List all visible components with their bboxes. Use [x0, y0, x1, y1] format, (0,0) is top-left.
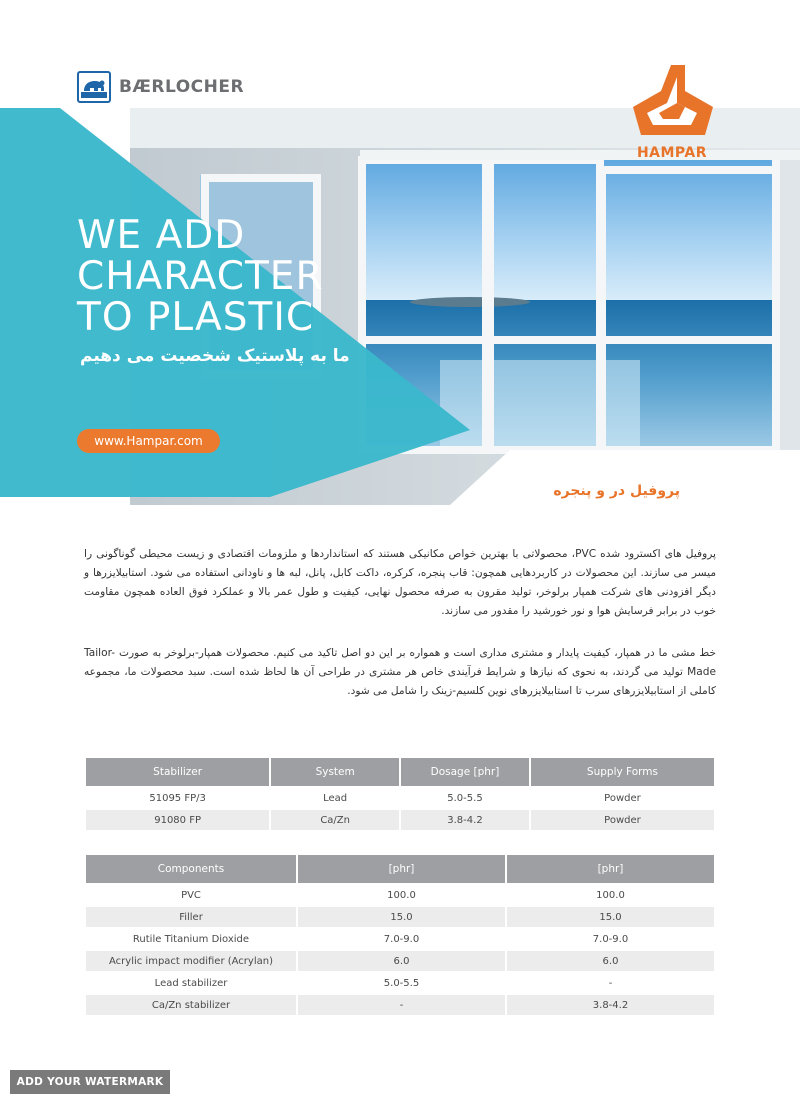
table-cell: 5.0-5.5 — [298, 973, 505, 993]
table-cell: PVC — [86, 885, 296, 905]
table-cell: Filler — [86, 907, 296, 927]
table-cell: Rutile Titanium Dioxide — [86, 929, 296, 949]
table-cell: 6.0 — [507, 951, 714, 971]
column-header: [phr] — [298, 855, 505, 883]
formulation-table — [84, 853, 716, 1017]
table-row — [86, 951, 714, 971]
section-title: پروفیل در و پنجره — [553, 483, 680, 499]
table-cell: 51095 FP/3 — [86, 788, 269, 808]
table-cell: - — [298, 995, 505, 1015]
stabilizer-table — [84, 756, 716, 832]
hampar-logo — [627, 63, 717, 161]
table-cell: Acrylic impact modifier (Acrylan) — [86, 951, 296, 971]
table-cell: 15.0 — [298, 907, 505, 927]
column-header: System — [271, 758, 399, 786]
hampar-mark-icon — [627, 63, 717, 143]
table-cell: Ca/Zn stabilizer — [86, 995, 296, 1015]
hero-title-line: CHARACTER — [77, 254, 324, 299]
table-header-row — [86, 855, 714, 883]
table-cell: 15.0 — [507, 907, 714, 927]
hero-title-line: WE ADD — [77, 213, 246, 258]
table-cell: Powder — [531, 810, 714, 830]
hero-subtitle: ما به پلاستیک شخصیت می دهیم — [80, 346, 350, 366]
table-cell: Ca/Zn — [271, 810, 399, 830]
bear-icon — [77, 71, 111, 103]
table-row — [86, 929, 714, 949]
table-row — [86, 973, 714, 993]
column-header: Stabilizer — [86, 758, 269, 786]
table-cell: - — [507, 973, 714, 993]
table-cell: 7.0-9.0 — [507, 929, 714, 949]
column-header: Dosage [phr] — [401, 758, 529, 786]
column-header: Supply Forms — [531, 758, 714, 786]
table-cell: 100.0 — [507, 885, 714, 905]
table-cell: 91080 FP — [86, 810, 269, 830]
table-cell: 7.0-9.0 — [298, 929, 505, 949]
table-row — [86, 885, 714, 905]
table-cell: Lead stabilizer — [86, 973, 296, 993]
barlocher-logo — [77, 71, 244, 103]
table-cell: 3.8-4.2 — [507, 995, 714, 1015]
watermark-badge: ADD YOUR WATERMARK — [10, 1070, 170, 1094]
body-paragraph: خط مشی ما در همپار، کیفیت پایدار و مشتری مداری است و همواره بر این دو اصل تاکید می کنیم. محصولات همپار-برلوخر به صورت Tailor-Made تولید می گردند، به نحوی که نیازها و شرایط فرآیندی خاص هر مشتری در طراحی آن ها لحاظ شده است. سبد محصولات ما، مجموعه کاملی از استابیلایزرهای سرب تا استابیلایزرهای نوین کلسیم-زینک را شامل می شود. — [84, 647, 716, 697]
hampar-wordmark: HAMPAR — [636, 145, 708, 161]
table-cell: Lead — [271, 788, 399, 808]
table-row — [86, 995, 714, 1015]
hero-title — [77, 215, 377, 338]
body-paragraph: پروفیل های اکسترود شده PVC، محصولاتی با بهترین خواص مکانیکی هستند که استانداردها و ملزومات اقتصادی و زیست محیطی گوناگونی را میسر می سازند. این محصولات در کاربردهایی همچون: قاب پنجره، کرکره، داکت کابل، پانل، لبه ها و ناودانی استفاده می شود. استابیلایزرها و دیگر افزودنی های شرکت همپار برلوخر، تولید مقرون به صرفه محصول نهایی، کیفیت و طول عمر بالا و عملکرد فوق العاده همچون مقاومت خوب در برابر فرسایش هوا و نور خورشید را مقدور می سازند. — [84, 548, 716, 617]
table-cell: 3.8-4.2 — [401, 810, 529, 830]
table-row — [86, 810, 714, 830]
barlocher-wordmark: BÆRLOCHER — [119, 77, 245, 97]
table-cell: 6.0 — [298, 951, 505, 971]
column-header: [phr] — [507, 855, 714, 883]
table-header-row — [86, 758, 714, 786]
table-cell: 100.0 — [298, 885, 505, 905]
hero-title-line: TO PLASTIC — [77, 295, 315, 340]
website-link[interactable]: www.Hampar.com — [77, 429, 220, 453]
table-row — [86, 788, 714, 808]
table-cell: Powder — [531, 788, 714, 808]
column-header: Components — [86, 855, 296, 883]
table-row — [86, 907, 714, 927]
table-cell: 5.0-5.5 — [401, 788, 529, 808]
